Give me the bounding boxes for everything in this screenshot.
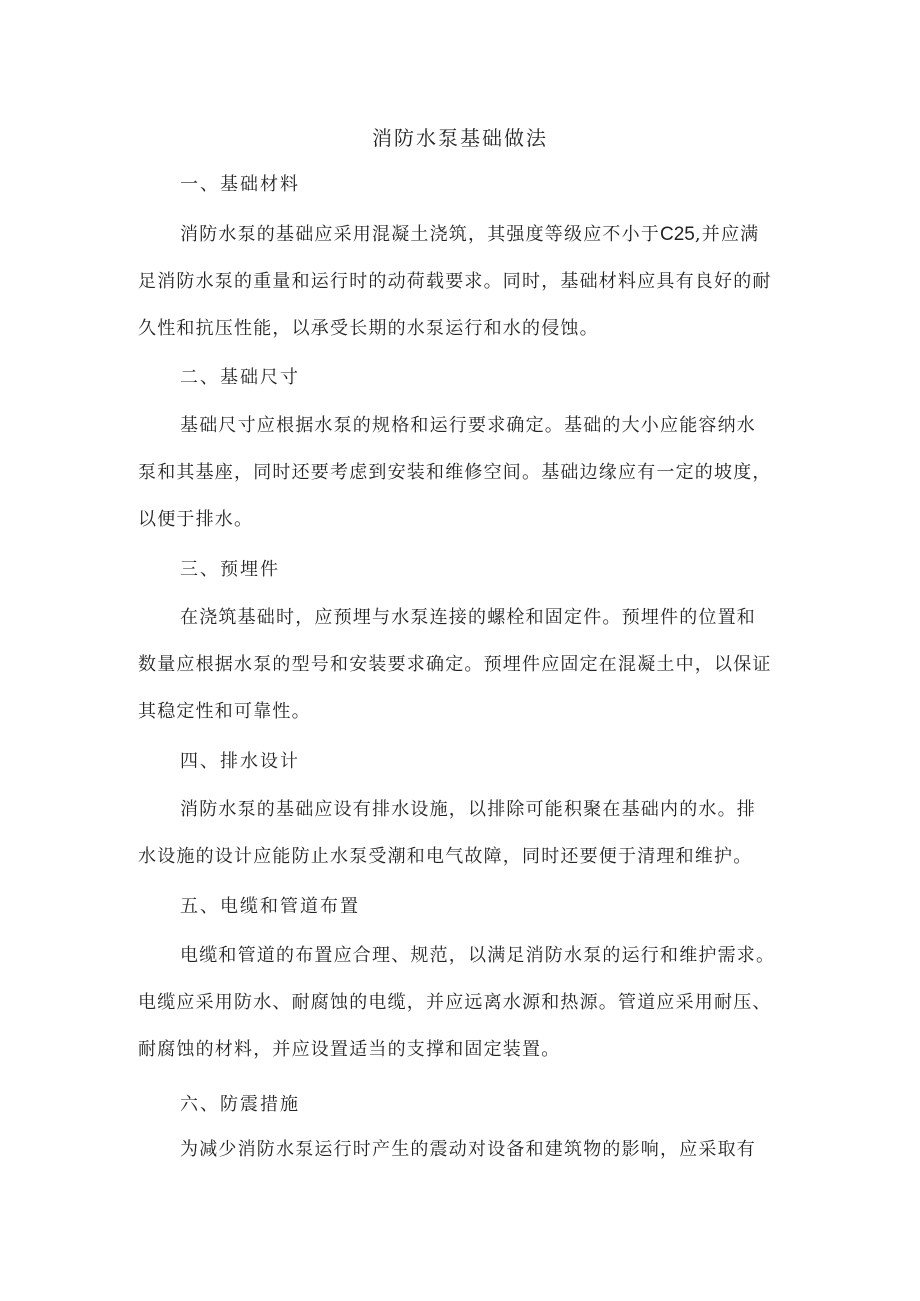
paragraph-line: 耐腐蚀的材料，并应设置适当的支撑和固定装置。 xyxy=(138,1039,561,1060)
section-heading-anti-vibration: 六、防震措施 xyxy=(180,1094,300,1115)
latin-run: C25 xyxy=(660,224,695,245)
section-body-drainage xyxy=(138,786,793,880)
paragraph-line: 久性和抗压性能，以承受长期的水泵运行和水的侵蚀。 xyxy=(138,318,599,339)
section-body-anti-vibration xyxy=(138,1126,793,1173)
paragraph-line: 消防水泵的基础应采用混凝土浇筑，其强度等级应不小于C25,并应满 xyxy=(180,224,760,245)
paragraph-line: 电缆应采用防水、耐腐蚀的电缆，并应远离水源和热源。管道应采用耐压、 xyxy=(138,992,772,1013)
paragraph-line: 电缆和管道的布置应合理、规范，以满足消防水泵的运行和维护需求。 xyxy=(180,945,776,966)
section-body-cables-pipes xyxy=(138,932,793,1073)
paragraph-line: 其稳定性和可靠性。 xyxy=(138,701,311,722)
document-title: 消防水泵基础做法 xyxy=(372,126,548,150)
section-heading-cables-pipes: 五、电缆和管道布置 xyxy=(180,896,360,917)
section-heading-materials: 一、基础材料 xyxy=(180,174,300,195)
paragraph-line: 以便于排水。 xyxy=(138,509,254,530)
paragraph-line: 水设施的设计应能防止水泵受潮和电气故障，同时还要便于清理和维护。 xyxy=(138,846,753,867)
paragraph-line: 足消防水泵的重量和运行时的动荷载要求。同时，基础材料应具有良好的耐 xyxy=(138,271,772,292)
section-heading-drainage: 四、排水设计 xyxy=(180,751,300,772)
section-heading-dimensions: 二、基础尺寸 xyxy=(180,367,300,388)
section-heading-embedded-parts: 三、预埋件 xyxy=(180,559,280,580)
section-body-embedded-parts xyxy=(138,594,793,735)
paragraph-line: 数量应根据水泵的型号和安装要求确定。预埋件应固定在混凝土中，以保证 xyxy=(138,654,772,675)
section-body-dimensions xyxy=(138,402,793,543)
paragraph-line: 基础尺寸应根据水泵的规格和运行要求确定。基础的大小应能容纳水 xyxy=(180,415,756,436)
paragraph-line: 消防水泵的基础应设有排水设施，以排除可能积聚在基础内的水。排 xyxy=(180,799,756,820)
section-body-materials xyxy=(138,211,793,352)
paragraph-line: 为减少消防水泵运行时产生的震动对设备和建筑物的影响，应采取有 xyxy=(180,1139,756,1160)
paragraph-line: 在浇筑基础时，应预埋与水泵连接的螺栓和固定件。预埋件的位置和 xyxy=(180,607,756,628)
paragraph-line: 泵和其基座，同时还要考虑到安装和维修空间。基础边缘应有一定的坡度， xyxy=(138,462,772,483)
